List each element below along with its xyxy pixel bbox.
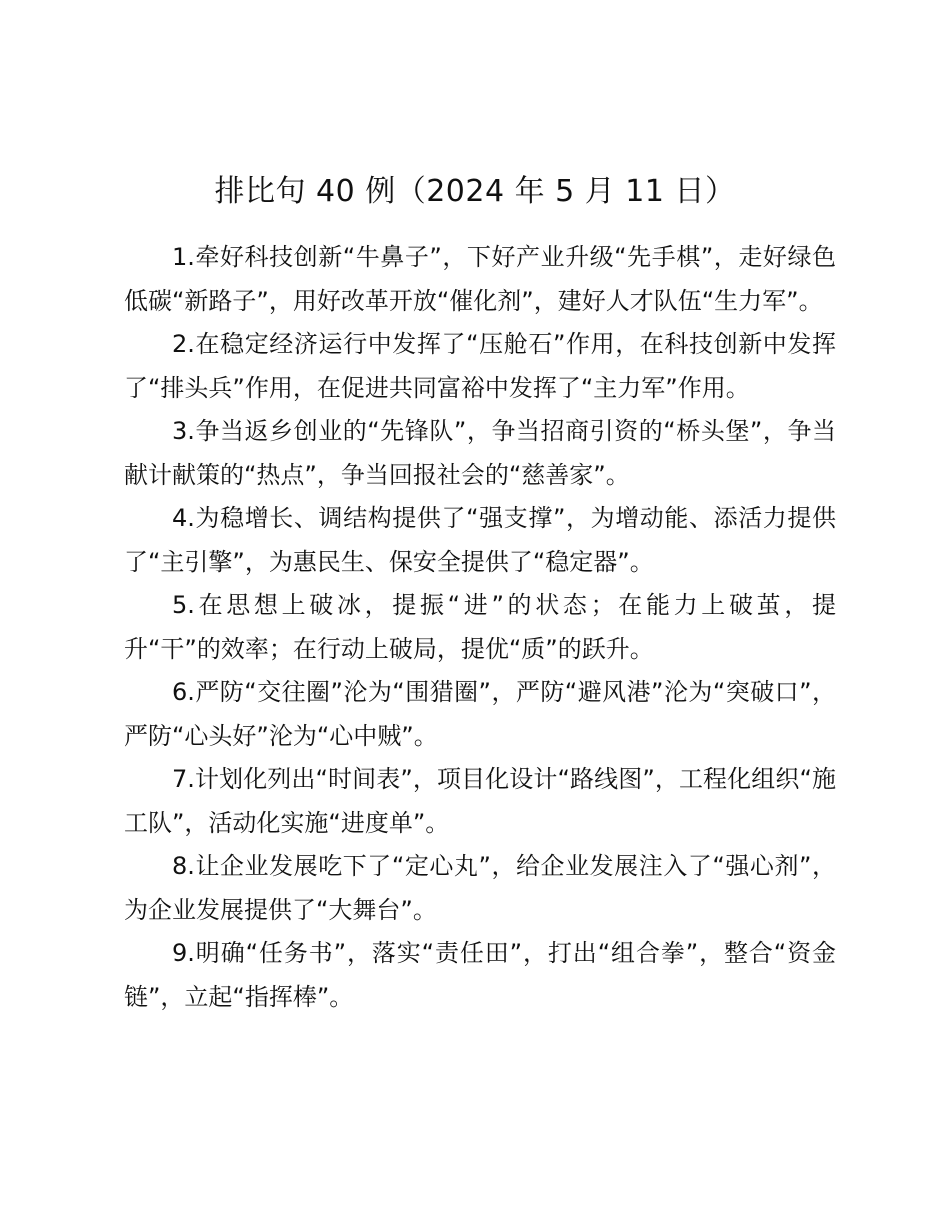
paragraph-4: 4.为稳增长、调结构提供了“强支撑”，为增动能、添活力提供了“主引擎”，为惠民生、保安全提供了“稳定器”。 bbox=[124, 504, 836, 576]
paragraph-8: 8.让企业发展吃下了“定心丸”，给企业发展注入了“强心剂”，为企业发展提供了“大舞台”。 bbox=[124, 852, 836, 924]
paragraph-1: 1.牵好科技创新“牛鼻子”，下好产业升级“先手棋”，走好绿色低碳“新路子”，用好改革开放“催化剂”，建好人才队伍“生力军”。 bbox=[124, 243, 836, 315]
paragraph-2: 2.在稳定经济运行中发挥了“压舱石”作用，在科技创新中发挥了“排头兵”作用，在促进共同富裕中发挥了“主力军”作用。 bbox=[124, 330, 836, 402]
document-title: 排比句 40 例（2024 年 5 月 11 日） bbox=[214, 174, 736, 209]
paragraph-6: 6.严防“交往圈”沦为“围猎圈”，严防“避风港”沦为“突破口”，严防“心头好”沦为“心中贼”。 bbox=[124, 678, 836, 750]
paragraph-3: 3.争当返乡创业的“先锋队”，争当招商引资的“桥头堡”，争当献计献策的“热点”，争当回报社会的“慈善家”。 bbox=[124, 417, 836, 489]
paragraph-9: 9.明确“任务书”，落实“责任田”，打出“组合拳”，整合“资金链”，立起“指挥棒”。 bbox=[124, 939, 836, 1011]
document-body bbox=[124, 236, 836, 1019]
paragraph-7: 7.计划化列出“时间表”，项目化设计“路线图”，工程化组织“施工队”，活动化实施“进度单”。 bbox=[124, 765, 836, 837]
paragraph-5: 5.在思想上破冰，提振“进”的状态；在能力上破茧，提升“干”的效率；在行动上破局，提优“质”的跃升。 bbox=[124, 591, 836, 663]
